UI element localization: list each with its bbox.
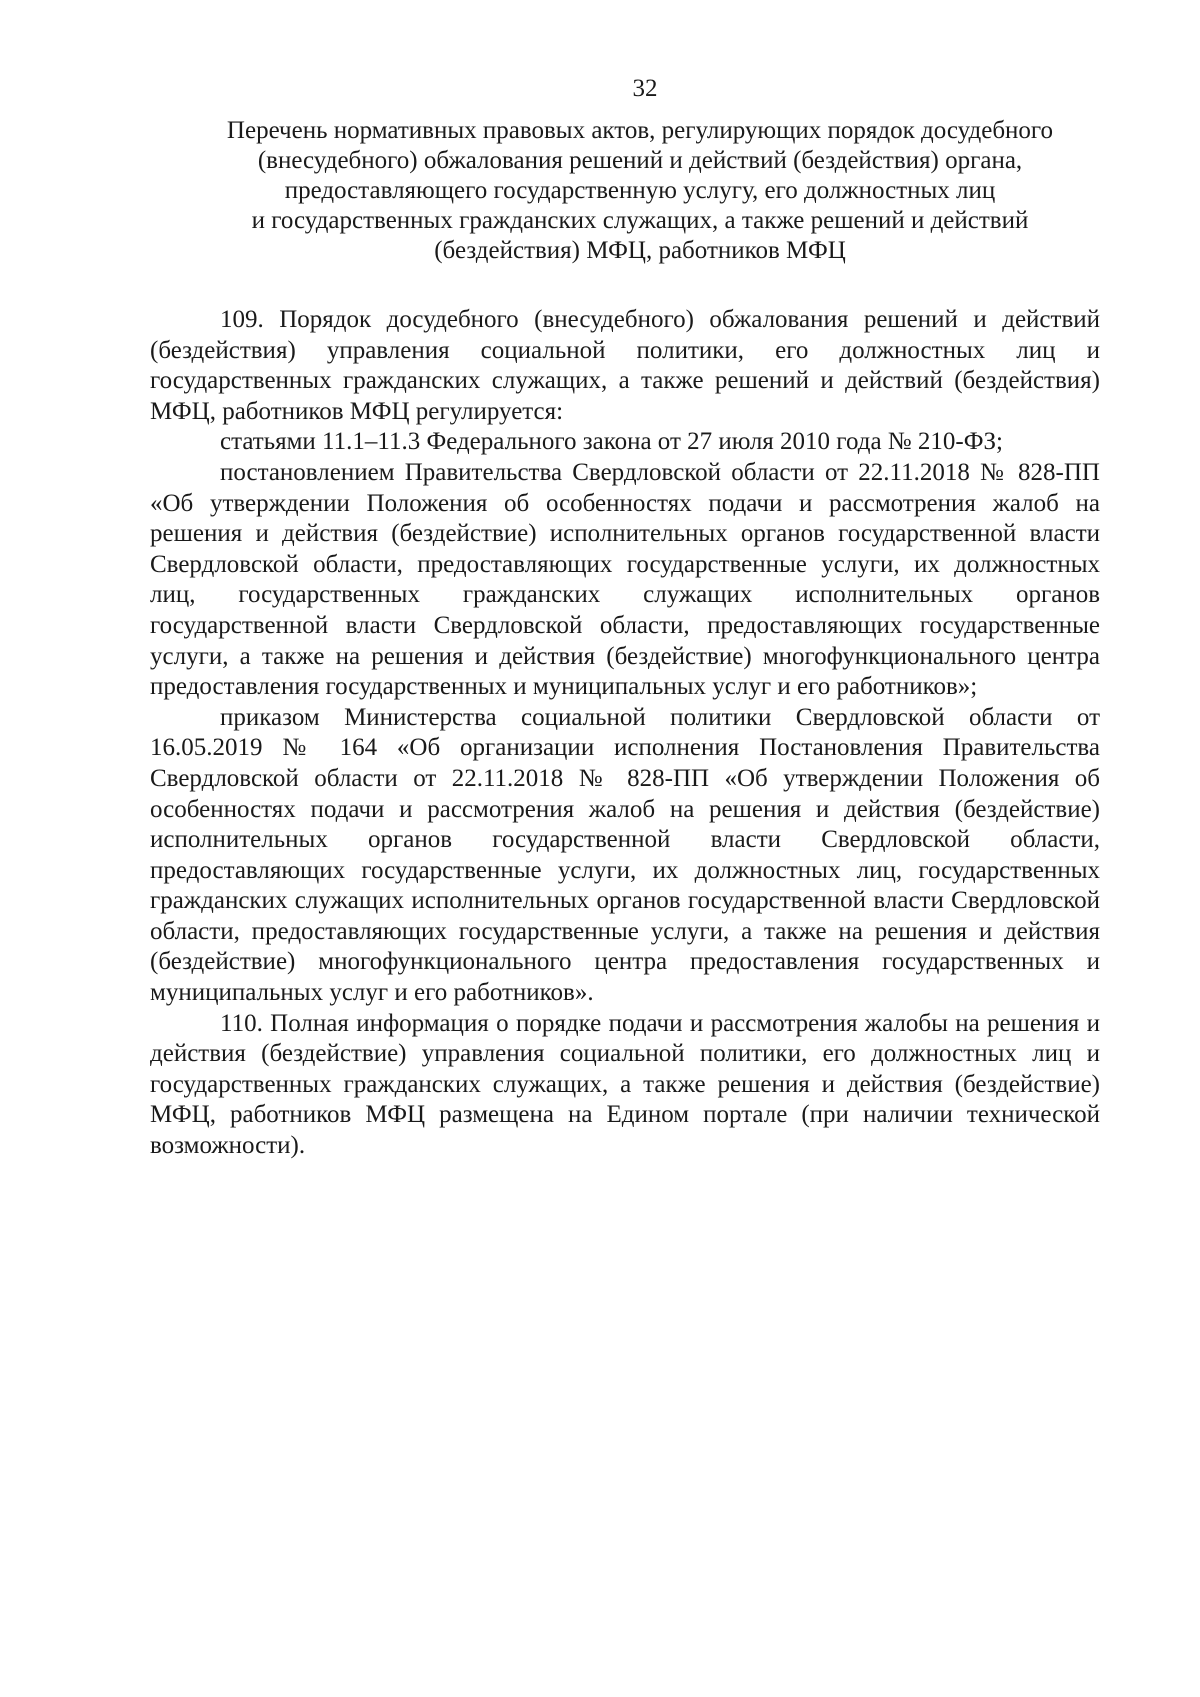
heading-line: (бездействия) МФЦ, работников МФЦ [434, 237, 846, 264]
document-body [150, 305, 1100, 1162]
heading-line: (внесудебного) обжалования решений и действий (бездействия) органа, [257, 147, 1023, 174]
paragraph-ministry-order: приказом Министерства социальной политики Свердловской области от 16.05.2019 № 164 «Об организации исполнения Постановления Правительства Свердловской области от 22.11.2018 № 828-ПП «Об утверждении Положения об особенностях подачи и рассмотрения жалоб на решения и действия (бездействие) исполнительных органов государственной власти Свердловской области, предоставляющих государственные услуги, их должностных лиц, государственных гражданских служащих исполнительных органов государственной власти Свердловской области, предоставляющих государственные услуги, а также на решения и действия (бездействие) многофункционального центра предоставления государственных и муниципальных услуг и его работников». [150, 703, 1100, 1007]
heading-line: Перечень нормативных правовых актов, регулирующих порядок досудебного [226, 117, 1054, 144]
section-heading [170, 116, 1110, 266]
paragraph-federal-law: статьями 11.1–11.3 Федерального закона от 27 июля 2010 года № 210-ФЗ; [220, 428, 1003, 456]
paragraph-109: 109. Порядок досудебного (внесудебного) обжалования решений и действий (бездействия) управления социальной политики, его должностных лиц и государственных гражданских служащих, а также решений и действий (бездействия) МФЦ, работников МФЦ регулируется: [150, 306, 1100, 425]
heading-line: предоставляющего государственную услугу, его должностных лиц [284, 177, 996, 204]
page-number: 32 [632, 75, 658, 102]
paragraph-110: 110. Полная информация о порядке подачи и рассмотрения жалобы на решения и действия (бездействие) управления социальной политики, его должностных лиц и государственных гражданских служащих, а также решения и действия (бездействие) МФЦ, работников МФЦ размещена на Едином портале (при наличии технической возможности). [150, 1009, 1100, 1160]
paragraph-government-resolution: постановлением Правительства Свердловской области от 22.11.2018 № 828-ПП «Об утверждении Положения об особенностях подачи и рассмотрения жалоб на решения и действия (бездействие) исполнительных органов государственной власти Свердловской области, предоставляющих государственные услуги, их должностных лиц, государственных гражданских служащих исполнительных органов государственной власти Свердловской области, предоставляющих государственные услуги, а также на решения и действия (бездействие) многофункционального центра предоставления государственных и муниципальных услуг и его работников»; [150, 458, 1100, 701]
heading-line: и государственных гражданских служащих, а также решений и действий [251, 207, 1029, 234]
